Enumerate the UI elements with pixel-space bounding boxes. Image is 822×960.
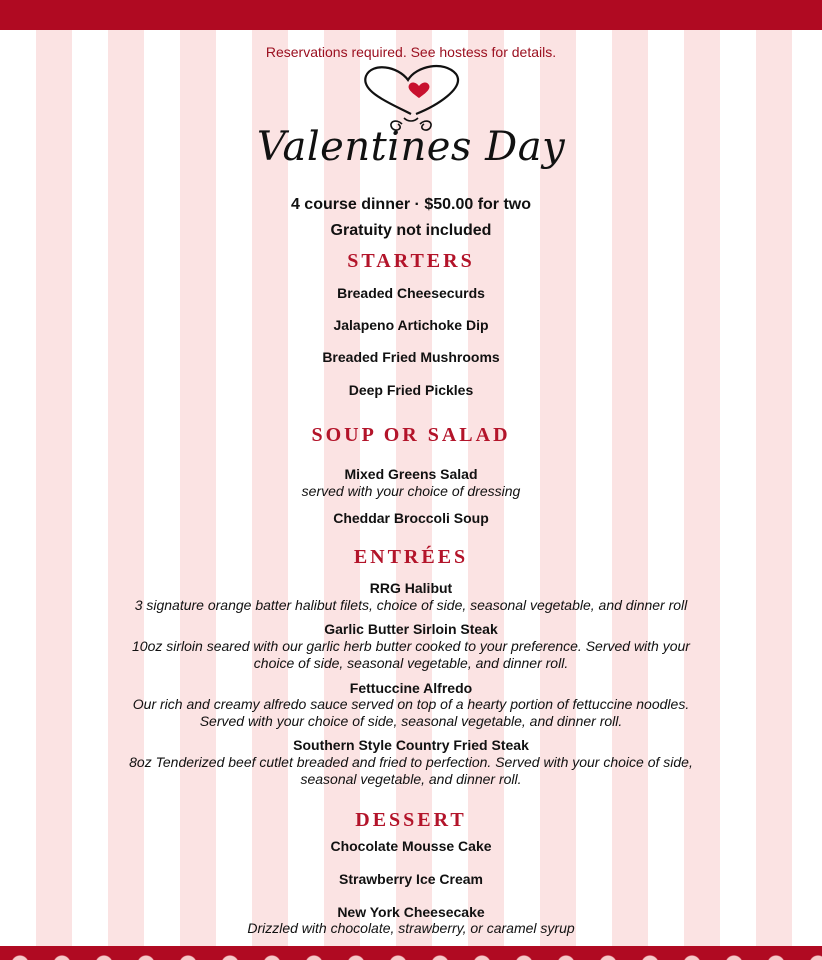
menu-item: Breaded Fried Mushrooms	[322, 349, 500, 365]
menu-item: Southern Style Country Fried Steak	[293, 737, 529, 753]
menu-item-description: served with your choice of dressing	[301, 483, 521, 499]
menu-item-description: choice of side, seasonal vegetable, and dinner roll.	[253, 655, 569, 671]
menu-item-description: 10oz sirloin seared with our garlic herb butter cooked to your preference. Served with your	[132, 638, 690, 654]
menu-item: Jalapeno Artichoke Dip	[333, 317, 489, 333]
menu-item: RRG Halibut	[369, 580, 453, 596]
section-heading-starters: STARTERS	[347, 250, 475, 272]
gratuity-line: Gratuity not included	[330, 222, 492, 239]
price-line: 4 course dinner · $50.00 for two	[290, 196, 532, 213]
menu-item-description: 3 signature orange batter halibut filets, choice of side, seasonal vegetable, and dinner roll	[134, 597, 688, 613]
reservation-note: Reservations required. See hostess for details.	[265, 44, 557, 60]
menu-item-description: seasonal vegetable, and dinner roll.	[300, 771, 522, 787]
menu-item: Fettuccine Alfredo	[349, 680, 473, 696]
menu-item-description: 8oz Tenderized beef cutlet breaded and fried to perfection. Served with your choice of side,	[129, 754, 693, 770]
menu-item: Breaded Cheesecurds	[337, 285, 485, 301]
menu-item: Mixed Greens Salad	[344, 466, 478, 482]
menu-item-description: Our rich and creamy alfredo sauce served on top of a hearty portion of fettuccine noodles.	[132, 696, 690, 712]
menu-item: Deep Fried Pickles	[348, 382, 474, 398]
menu-item-description: Served with your choice of side, seasonal vegetable, and dinner roll.	[199, 713, 623, 729]
menu-item: New York Cheesecake	[337, 904, 485, 920]
section-heading-dessert: DESSERT	[355, 809, 467, 831]
menu-item: Cheddar Broccoli Soup	[333, 510, 489, 526]
menu-item: Chocolate Mousse Cake	[330, 838, 492, 854]
menu-item-description: Drizzled with chocolate, strawberry, or caramel syrup	[247, 920, 575, 936]
menu-item: Garlic Butter Sirloin Steak	[324, 621, 498, 637]
top-border-bar	[0, 0, 822, 30]
menu-item: Strawberry Ice Cream	[339, 871, 483, 887]
section-heading-entrees: ENTRÉES	[353, 546, 469, 568]
bottom-border-bar	[0, 946, 822, 960]
menu-title: Valentines Day	[256, 124, 566, 170]
section-heading-soup-salad: SOUP OR SALAD	[311, 424, 511, 446]
